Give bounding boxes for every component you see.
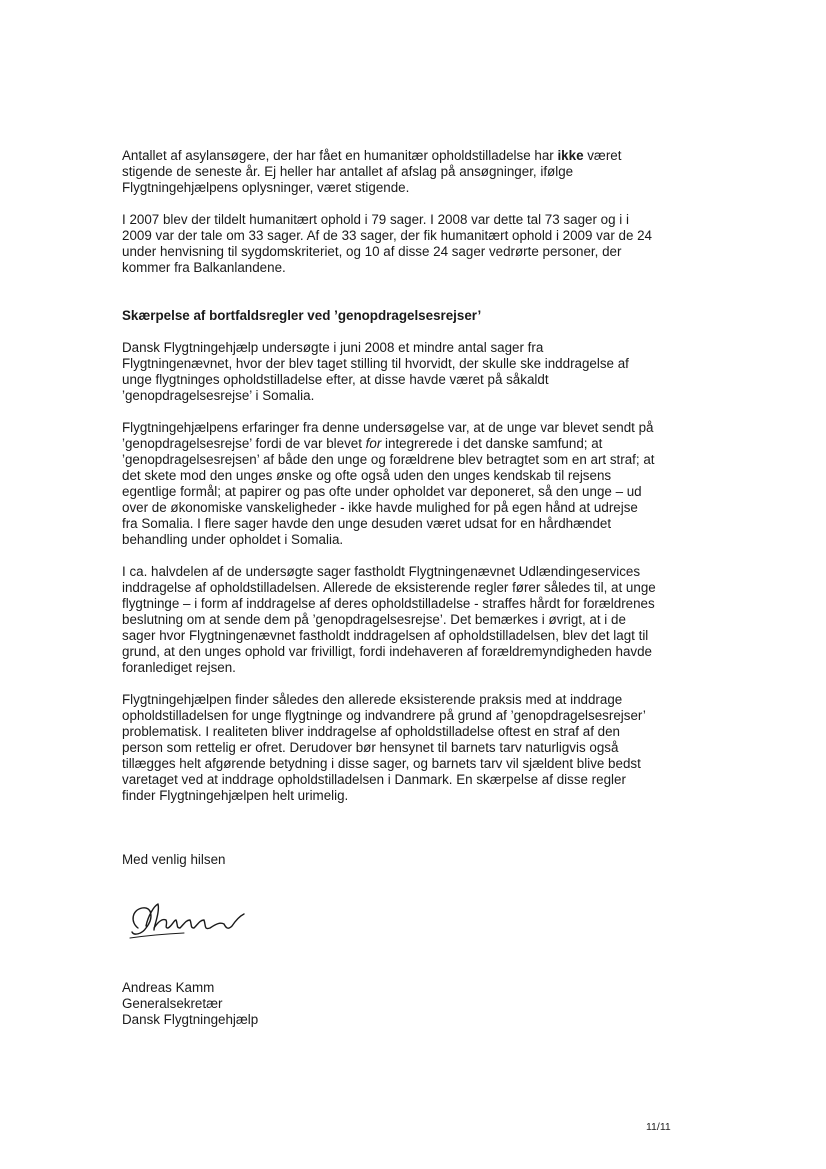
paragraph-text: Antallet af asylansøgere, der har fået en humanitær opholdstilladelse har — [122, 148, 558, 163]
signatory-title: Generalsekretær — [122, 996, 223, 1011]
emphasis-bold: ikke — [557, 148, 584, 163]
signature-block — [122, 980, 657, 1028]
paragraph-asylum-humanitarian — [122, 148, 657, 196]
paragraph-decisions: I ca. halvdelen af de undersøgte sager fastholdt Flygtningenævnet Udlændingeservices inddragelse af opholdstilladelsen. Allerede de eksisterende regler fører således til, at unge flygtninge – i form af inddragelse af deres opholdstilladelse - straffes hårdt for forældrenes beslutning om at sende dem på ’genopdragelsesrejse’. Det bemærkes i øvrigt, at i de sager hvor Flygtningenævnet fastholdt inddragelsen af opholdstilladelsen, blev det lagt til grund, at den unges ophold var frivilligt, fordi indehaveren af forældremyndigheden havde foranlediget rejsen. — [122, 564, 656, 675]
letter-body — [122, 148, 657, 1028]
section-heading: Skærpelse af bortfaldsregler ved ’genopdragelsesrejser’ — [122, 308, 482, 323]
paragraph-text: Flygtningehjælpens erfaringer fra denne undersøgelse var, at de unge var blevet sendt på ’genopdragelsesrejse’ fordi de var blevet — [122, 420, 654, 451]
paragraph-conclusion: Flygtningehjælpen finder således den allerede eksisterende praksis med at inddrage opholdstilladelsen for unge flygtninge og indvandrere på grund af ’genopdragelsesrejser’ problematisk. I realiteten bliver inddragelse af opholdstilladelse oftest en straf af den person som rettelig er ofret. Derudover bør hensynet til barnets tarv naturligvis også tillægges helt afgørende betydning i disse sager, og barnets tarv vil sjældent blive bedst varetaget ved at inddrage opholdstilladelsen i Danmark. En skærpelse af disse regler finder Flygtningehjælpen helt urimelig. — [122, 692, 646, 803]
signatory-organization: Dansk Flygtningehjælp — [122, 1012, 259, 1027]
closing-salutation: Med venlig hilsen — [122, 852, 226, 867]
emphasis-italic: for — [365, 436, 382, 451]
handwritten-signature — [124, 898, 264, 946]
page-number: 11/11 — [646, 1121, 671, 1133]
paragraph-statistics: I 2007 blev der tildelt humanitært ophold i 79 sager. I 2008 var dette tal 73 sager og i i 2009 var der tale om 33 sager. Af de 33 sager, der fik humanitært ophold i 2009 var de 24 under henvisning til sygdomskriteriet, og 10 af disse 24 sager vedrørte personer, der kommer fra Balkanlandene. — [122, 212, 653, 275]
signatory-name: Andreas Kamm — [122, 980, 215, 995]
paragraph-text: integrerede i det danske samfund; at ’genopdragelsesrejsen’ af både den unge og forældrene blev betragtet som en art straf; at det skete mod den unges ønske og ofte også uden den unges kendskab til rejsens egentlige formål; at papirer og pas ofte under opholdet var deponeret, så den unge – ud over de økonomiske vanskeligheder - ikke havde mulighed for på egen hånd at udrejse fra Somalia. I flere sager havde den unge desuden været udsat for en hårdhændet behandling under opholdet i Somalia. — [122, 436, 655, 547]
paragraph-experiences — [122, 420, 657, 548]
paragraph-investigation: Dansk Flygtningehjælp undersøgte i juni 2008 et mindre antal sager fra Flygtningenævnet, hvor der blev taget stilling til hvorvidt, der skulle ske inddragelse af unge flygtninges opholdstilladelse efter, at disse havde været på såkaldt ’genopdragelsesrejse’ i Somalia. — [122, 340, 629, 403]
paragraph-text: været stigende de seneste år. Ej heller har antallet af afslag på ansøgninger, ifølge Flygtningehjælpens oplysninger, været stigende. — [122, 148, 622, 195]
